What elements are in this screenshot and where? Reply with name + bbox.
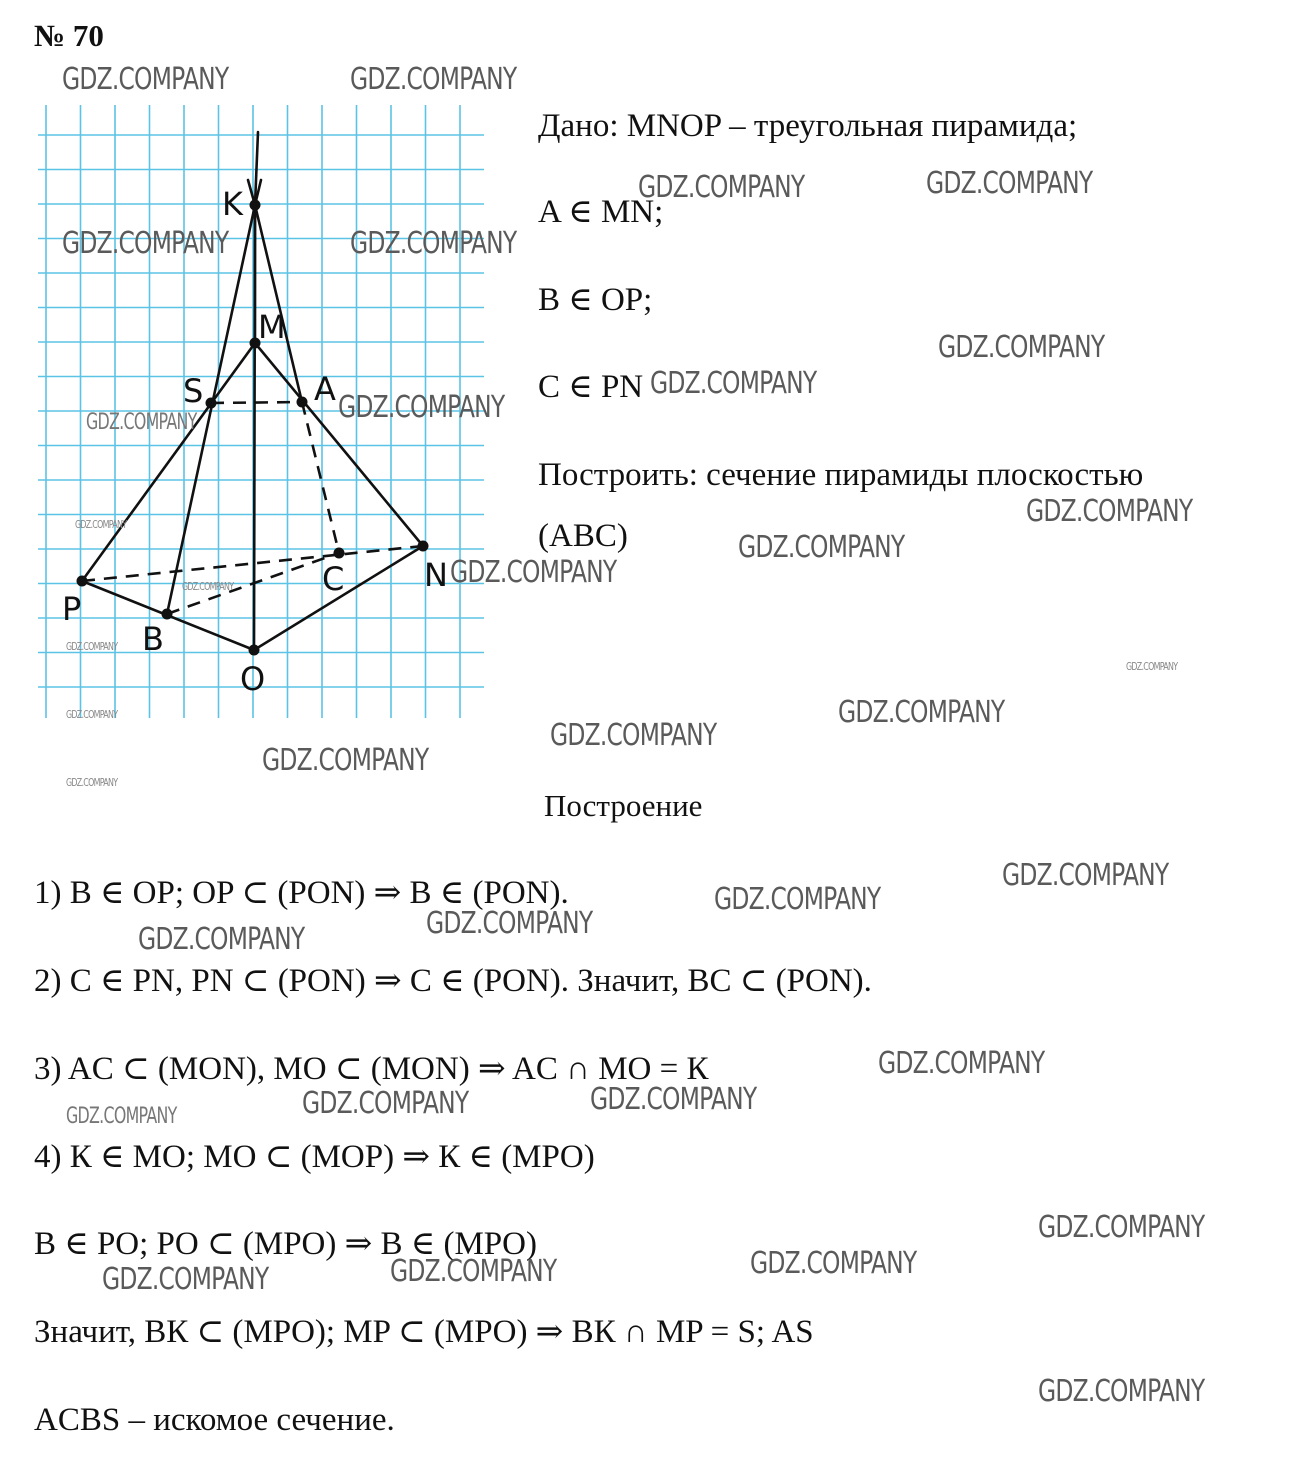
watermark: GDZ.COMPANY — [66, 640, 118, 653]
watermark: GDZ.COMPANY — [262, 743, 429, 778]
watermark: GDZ.COMPANY — [66, 708, 118, 721]
watermark: GDZ.COMPANY — [1002, 858, 1169, 893]
watermark: GDZ.COMPANY — [390, 1254, 557, 1289]
watermark: GDZ.COMPANY — [350, 62, 517, 97]
label-n: N — [424, 556, 448, 594]
watermark: GDZ.COMPANY — [426, 906, 593, 941]
step-4: 4) К ∈ MO; MO ⊂ (MOP) ⇒ К ∈ (MPO) — [34, 1139, 595, 1175]
watermark: GDZ.COMPANY — [338, 390, 505, 425]
point-c — [334, 548, 345, 559]
label-s: S — [183, 372, 204, 410]
watermark: GDZ.COMPANY — [738, 530, 905, 565]
watermark: GDZ.COMPANY — [750, 1246, 917, 1281]
step-2: 2) C ∈ PN, PN ⊂ (PON) ⇒ C ∈ (PON). Значит, BC ⊂ (PON). — [34, 963, 872, 999]
point-k — [250, 200, 261, 211]
given-line-1: Дано: MNOP – треугольная пирамида; — [538, 108, 1078, 144]
watermark: GDZ.COMPANY — [714, 882, 881, 917]
point-p — [77, 576, 88, 587]
watermark: GDZ.COMPANY — [450, 555, 617, 590]
task-line-2: (ABC) — [538, 518, 628, 554]
watermark: GDZ.COMPANY — [938, 330, 1105, 365]
watermark: GDZ.COMPANY — [102, 1262, 269, 1297]
point-s — [206, 398, 217, 409]
watermark: GDZ.COMPANY — [1038, 1210, 1205, 1245]
label-m: M — [258, 308, 286, 346]
label-o: O — [240, 660, 266, 698]
point-b — [162, 609, 173, 620]
given-line-3: B ∈ OP; — [538, 282, 653, 318]
label-k: K — [222, 185, 243, 223]
watermark: GDZ.COMPANY — [838, 695, 1005, 730]
edge-mn — [255, 343, 423, 546]
edge-mp — [82, 343, 255, 581]
watermark: GDZ.COMPANY — [550, 718, 717, 753]
label-a: A — [314, 370, 336, 408]
watermark: GDZ.COMPANY — [590, 1082, 757, 1117]
problem-number: № 70 — [34, 18, 104, 53]
watermark: GDZ.COMPANY — [66, 1104, 177, 1129]
task-line-1: Построить: сечение пирамиды плоскостью — [538, 457, 1144, 493]
watermark: GDZ.COMPANY — [1126, 660, 1178, 673]
point-a — [297, 397, 308, 408]
watermark: GDZ.COMPANY — [86, 410, 197, 435]
edge-sa — [211, 402, 302, 403]
label-c: C — [322, 560, 345, 598]
watermark: GDZ.COMPANY — [66, 776, 118, 789]
label-p: P — [62, 590, 82, 628]
edge-ac — [302, 402, 339, 553]
watermark: GDZ.COMPANY — [62, 62, 229, 97]
watermark: GDZ.COMPANY — [650, 366, 817, 401]
given-line-4: C ∈ PN — [538, 369, 644, 405]
given-line-2: A ∈ MN; — [538, 194, 664, 230]
final-answer: ACBS – искомое сечение. — [34, 1402, 395, 1438]
label-b: B — [142, 620, 164, 658]
point-o — [249, 645, 260, 656]
watermark: GDZ.COMPANY — [878, 1046, 1045, 1081]
step-1: 1) B ∈ OP; OP ⊂ (PON) ⇒ B ∈ (PON). — [34, 875, 569, 911]
step-3: 3) AC ⊂ (MON), MO ⊂ (MON) ⇒ AC ∩ MO = К — [34, 1051, 709, 1087]
step-conclusion: Значит, BК ⊂ (MPO); MP ⊂ (MPO) ⇒ BК ∩ MP = S; AS — [34, 1314, 814, 1350]
watermark: GDZ.COMPANY — [926, 166, 1093, 201]
watermark: GDZ.COMPANY — [1038, 1374, 1205, 1409]
watermark: GDZ.COMPANY — [302, 1086, 469, 1121]
watermark: GDZ.COMPANY — [1026, 494, 1193, 529]
point-n — [418, 541, 429, 552]
watermark: GDZ.COMPANY — [638, 170, 805, 205]
watermark: GDZ.COMPANY — [138, 922, 305, 957]
watermark: GDZ.COMPANY — [182, 580, 234, 593]
step-4b: B ∈ PO; PO ⊂ (MPO) ⇒ B ∈ (MPO) — [34, 1226, 537, 1262]
watermark: GDZ.COMPANY — [62, 226, 229, 261]
construction-heading: Построение — [544, 788, 703, 823]
watermark: GDZ.COMPANY — [75, 518, 127, 531]
watermark: GDZ.COMPANY — [350, 226, 517, 261]
